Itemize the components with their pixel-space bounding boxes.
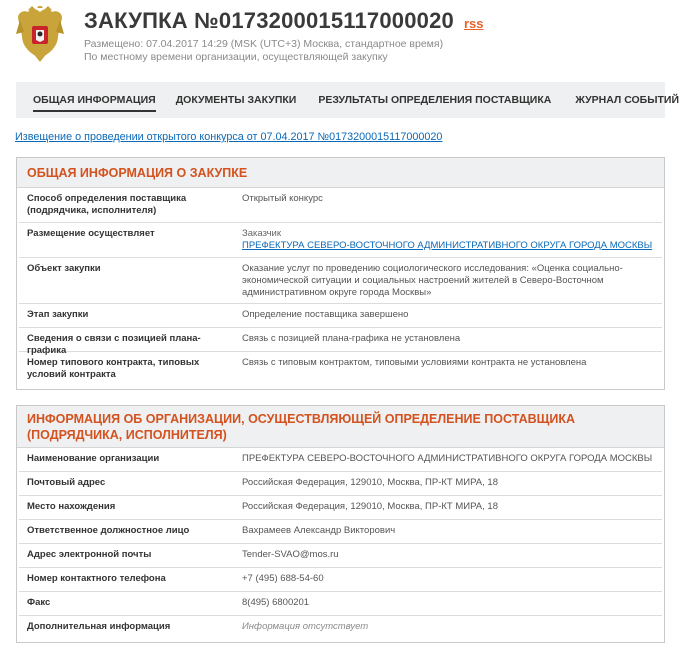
- section-title: ИНФОРМАЦИЯ ОБ ОРГАНИЗАЦИИ, ОСУЩЕСТВЛЯЮЩЕЙ ОПРЕДЕЛЕНИЕ ПОСТАВЩИКА (ПОДРЯДЧИКА, ИСПОЛНИТЕЛЯ): [17, 406, 664, 448]
- page-header: [14, 6, 666, 70]
- row-label: Номер контактного телефона: [27, 573, 166, 584]
- row-label: Объект закупки: [27, 263, 101, 274]
- posted-datetime: Размещено: 07.04.2017 14:29 (MSK (UTC+3) Москва, стандартное время): [84, 38, 444, 50]
- tab-event-log[interactable]: ЖУРНАЛ СОБЫТИЙ: [575, 94, 680, 106]
- info-row: [19, 568, 662, 592]
- tab-supplier-results[interactable]: РЕЗУЛЬТАТЫ ОПРЕДЕЛЕНИЯ ПОСТАВЩИКА: [318, 94, 552, 106]
- posted-info: [84, 38, 644, 64]
- row-value: 8(495) 6800201: [242, 597, 310, 608]
- row-label: Номер типового контракта, типовых условий контракта: [27, 357, 200, 380]
- row-label: Место нахождения: [27, 501, 116, 512]
- info-row: [19, 472, 662, 496]
- row-label: Факс: [27, 597, 51, 608]
- notice-link[interactable]: Извещение о проведении открытого конкурса от 07.04.2017 №0173200015117000020: [15, 131, 443, 143]
- row-value: Оказание услуг по проведению социологического исследования: «Оценка социально-экономической ситуации и социальных настроений жителей в Северо-Восточном административном округе города Москвы»: [242, 263, 623, 298]
- russian-coat-of-arms-icon: [14, 6, 66, 64]
- info-row: [19, 352, 662, 386]
- info-row: [19, 496, 662, 520]
- row-label: Сведения о связи с позицией плана-графика: [27, 333, 201, 356]
- info-row: [19, 328, 662, 356]
- row-value: Российская Федерация, 129010, Москва, ПР-КТ МИРА, 18: [242, 501, 498, 512]
- row-label: Этап закупки: [27, 309, 89, 320]
- row-label: Размещение осуществляет: [27, 228, 155, 239]
- row-value: Связь с позицией плана-графика не установлена: [242, 333, 461, 344]
- row-value: Вахрамеев Александр Викторович: [242, 525, 396, 536]
- row-value: Определение поставщика завершено: [242, 309, 409, 320]
- info-row: [19, 592, 662, 616]
- customer-link[interactable]: ПРЕФЕКТУРА СЕВЕРО-ВОСТОЧНОГО АДМИНИСТРАТИВНОГО ОКРУГА ГОРОДА МОСКВЫ: [242, 240, 653, 251]
- row-label: Ответственное должностное лицо: [27, 525, 190, 536]
- row-label: Способ определения поставщика (подрядчика, исполнителя): [27, 193, 187, 216]
- general-info-panel: [16, 157, 665, 390]
- posted-timezone-note: По местному времени организации, осуществляющей закупку: [84, 51, 388, 63]
- info-row: [19, 188, 662, 223]
- row-value: Российская Федерация, 129010, Москва, ПР-КТ МИРА, 18: [242, 477, 498, 488]
- info-row: [19, 448, 662, 472]
- row-label: Адрес электронной почты: [27, 549, 152, 560]
- info-row: [19, 544, 662, 568]
- info-row: [19, 304, 662, 328]
- row-value: ПРЕФЕКТУРА СЕВЕРО-ВОСТОЧНОГО АДМИНИСТРАТИВНОГО ОКРУГА ГОРОДА МОСКВЫ: [242, 453, 653, 464]
- page-title: ЗАКУПКА №0173200015117000020: [84, 8, 454, 33]
- info-row: [19, 520, 662, 544]
- row-label: Дополнительная информация: [27, 621, 171, 632]
- section-title: ОБЩАЯ ИНФОРМАЦИЯ О ЗАКУПКЕ: [17, 158, 664, 188]
- row-label: Почтовый адрес: [27, 477, 106, 488]
- tab-bar: [16, 82, 680, 118]
- row-value: [234, 223, 662, 257]
- customer-role: Заказчик: [242, 228, 282, 239]
- tab-general-info[interactable]: ОБЩАЯ ИНФОРМАЦИЯ: [24, 82, 165, 118]
- info-row: [19, 616, 662, 638]
- row-value: Открытый конкурс: [242, 193, 323, 204]
- organization-info-panel: [16, 405, 665, 643]
- rss-link[interactable]: rss: [463, 16, 484, 31]
- info-row: [19, 258, 662, 304]
- info-row: [19, 223, 662, 258]
- row-value: Связь с типовым контрактом, типовыми условиями контракта не установлена: [242, 357, 587, 368]
- row-value: Информация отсутствует: [242, 621, 369, 632]
- row-value: +7 (495) 688-54-60: [242, 573, 324, 584]
- row-value: Tender-SVAO@mos.ru: [242, 549, 339, 560]
- row-label: Наименование организации: [27, 453, 160, 464]
- tab-procurement-documents[interactable]: ДОКУМЕНТЫ ЗАКУПКИ: [175, 94, 297, 106]
